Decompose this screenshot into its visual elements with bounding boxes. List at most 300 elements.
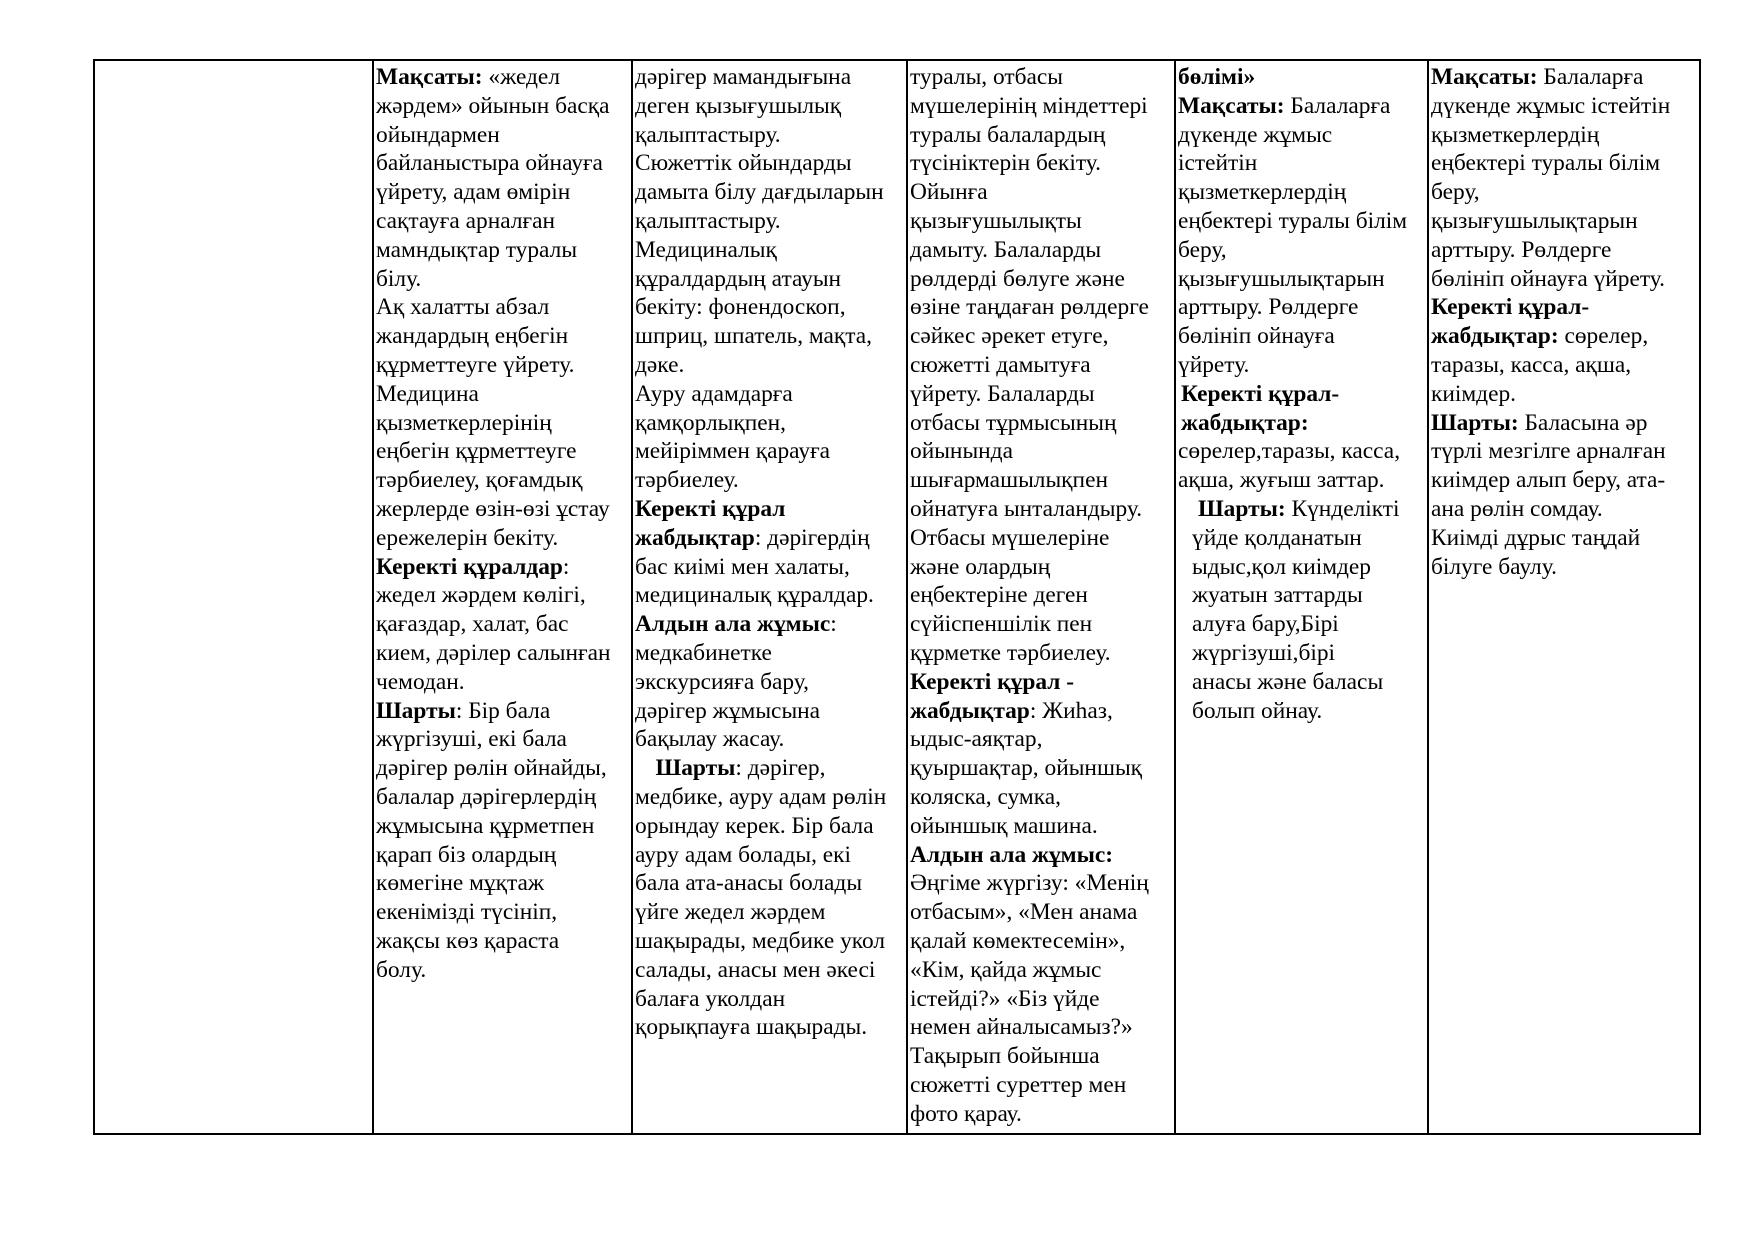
text-line <box>376 581 630 610</box>
text-line <box>635 927 905 956</box>
text-line <box>910 351 1173 380</box>
text-line <box>910 207 1173 236</box>
body-text: болу. <box>376 956 427 983</box>
body-text: қызығушылықты <box>910 207 1082 234</box>
text-line <box>910 236 1173 265</box>
body-text: арттыру. Рөлдерге <box>1178 294 1359 321</box>
text-line <box>635 812 905 841</box>
text-line <box>1431 63 1698 92</box>
text-line <box>910 437 1173 466</box>
text-line <box>1178 553 1426 582</box>
text-line <box>1178 581 1426 610</box>
text-line <box>1431 207 1698 236</box>
bold-heading-text: Шарты: <box>1431 409 1519 436</box>
body-text: үйрету. <box>1178 351 1250 378</box>
body-text: мейіріммен қарауға <box>635 438 831 465</box>
body-text: Ақ халатты абзал <box>376 294 550 321</box>
text-line <box>1431 553 1698 582</box>
bold-heading-text: Мақсаты: <box>376 64 483 90</box>
body-text: сүйіспеншілік пен <box>910 611 1093 638</box>
text-line <box>376 351 630 380</box>
body-text: дамыта білу дағдыларын <box>635 179 884 206</box>
body-text: үйрету. Балаларды <box>910 380 1095 407</box>
body-text: сюжетті дамытуға <box>910 351 1091 378</box>
body-text: кием, дәрілер салынған <box>376 639 611 666</box>
text-line <box>910 92 1173 121</box>
body-text: істейді?» «Біз үйде <box>910 985 1100 1012</box>
body-text: анасы және баласы <box>1192 668 1384 695</box>
text-line <box>1178 322 1426 351</box>
body-text: қызығушылықтарын <box>1178 265 1385 292</box>
body-text: құралдардың атауын <box>635 265 842 292</box>
text-line <box>376 293 630 322</box>
text-line <box>1178 236 1426 265</box>
text-line <box>635 725 905 754</box>
text-line <box>910 1042 1173 1071</box>
text-line <box>376 380 630 409</box>
text-line <box>1178 409 1426 438</box>
body-text: Тақырып бойынша <box>910 1043 1100 1070</box>
body-text: ауру адам болады, екі <box>635 841 852 868</box>
body-text: Отбасы мүшелеріне <box>910 524 1110 551</box>
text-line <box>376 668 630 697</box>
text-line <box>1431 322 1698 351</box>
text-line <box>1431 437 1698 466</box>
text-line <box>635 985 905 1014</box>
body-text: еңбектеріне деген <box>910 582 1088 609</box>
body-text: шығармашылықпен <box>910 467 1108 494</box>
text-line <box>910 985 1173 1014</box>
body-text: қағаздар, халат, бас <box>376 611 569 638</box>
text-line <box>910 380 1173 409</box>
text-line <box>1178 149 1426 178</box>
body-text: бекіту: фонендоскоп, <box>635 294 846 321</box>
text-line <box>910 783 1173 812</box>
body-text: Балаларға <box>1284 92 1391 119</box>
body-text: Сюжеттік ойындарды <box>635 150 852 177</box>
text-line <box>376 63 630 92</box>
body-text: білу. <box>376 265 422 292</box>
text-line <box>1178 466 1426 495</box>
body-text: бөлініп ойнауға үйрету. <box>1431 265 1665 292</box>
bold-heading-text: Алдын ала жұмыс <box>635 611 831 638</box>
body-text: тәрбиелеу, қоғамдық <box>376 467 583 494</box>
table-cell-shop-game <box>1175 60 1428 1134</box>
body-text: болып ойнау. <box>1192 697 1323 724</box>
bold-heading-text: бөлімі» <box>1178 64 1256 90</box>
body-text: байланыстыра ойнауға <box>376 150 603 177</box>
body-text: ережелерін бекіту. <box>376 524 559 551</box>
text-line <box>635 697 905 726</box>
body-text: жуатын заттарды <box>1192 582 1363 609</box>
body-text: құрметке тәрбиелеу. <box>910 639 1111 666</box>
text-line <box>376 553 630 582</box>
body-text: ақша, жуғыш заттар. <box>1178 467 1385 494</box>
text-line <box>1178 178 1426 207</box>
text-line <box>1178 207 1426 236</box>
text-line <box>1431 121 1698 150</box>
table-row <box>94 60 1700 1134</box>
body-text: медбике, ауру адам рөлін <box>635 783 887 810</box>
body-text: туралы, отбасы <box>910 64 1063 90</box>
table-cell-doctor-game <box>632 60 907 1134</box>
text-line <box>1178 293 1426 322</box>
text-line <box>910 1013 1173 1042</box>
text-line <box>910 1071 1173 1100</box>
body-text: ойындармен <box>376 121 500 148</box>
text-line <box>635 409 905 438</box>
body-text: Медицина <box>376 380 479 407</box>
text-line <box>1178 639 1426 668</box>
body-text: қуыршақтар, ойыншық <box>910 755 1143 782</box>
body-text: сөрелер,таразы, касса, <box>1178 438 1401 465</box>
body-text: білуге баулу. <box>1431 553 1557 580</box>
text-line <box>1431 524 1698 553</box>
text-line <box>910 409 1173 438</box>
text-line <box>910 524 1173 553</box>
text-line <box>376 322 630 351</box>
text-line <box>635 207 905 236</box>
text-line <box>910 956 1173 985</box>
body-text: жақсы көз қараста <box>376 927 560 954</box>
text-line <box>1431 149 1698 178</box>
body-text: Күнделікті <box>1285 495 1400 522</box>
body-text: екенімізді түсініп, <box>376 899 558 926</box>
body-text: салады, анасы мен әкесі <box>635 956 876 983</box>
text-line <box>635 265 905 294</box>
body-text: Киімді дұрыс таңдай <box>1431 524 1641 551</box>
bold-heading-text: Керекті құрал- <box>1431 294 1590 321</box>
body-text: : <box>830 611 837 638</box>
body-text: арттыру. Рөлдерге <box>1431 236 1612 263</box>
text-line <box>376 725 630 754</box>
text-line <box>910 812 1173 841</box>
text-line <box>910 581 1173 610</box>
bold-heading-text: Шарты: <box>1198 495 1286 522</box>
text-line <box>1431 293 1698 322</box>
text-line <box>376 92 630 121</box>
text-line <box>910 178 1173 207</box>
body-text: рөлдерді бөлуге және <box>910 265 1125 292</box>
body-text: қалыптастыру. <box>635 207 781 234</box>
body-text: тәрбиелеу. <box>635 467 739 494</box>
bold-heading-text: Керекті құрал <box>635 495 786 522</box>
body-text: бас киімі мен халаты, <box>635 553 850 580</box>
text-line <box>910 265 1173 294</box>
table-cell-clothing-shop-game <box>1428 60 1700 1134</box>
text-line <box>635 351 905 380</box>
body-text: үйге жедел жәрдем <box>635 899 826 926</box>
text-line <box>910 639 1173 668</box>
body-text: жедел жәрдем көлігі, <box>376 582 586 609</box>
body-text: қалыптастыру. <box>635 121 781 148</box>
text-line <box>635 63 905 92</box>
text-line <box>635 236 905 265</box>
body-text: өзіне таңдаған рөлдерге <box>910 294 1149 321</box>
text-line <box>1178 380 1426 409</box>
text-line <box>1178 495 1426 524</box>
body-text: балаға уколдан <box>635 985 786 1012</box>
text-line <box>635 639 905 668</box>
table-cell-ambulance-game <box>373 60 632 1134</box>
text-line <box>635 841 905 870</box>
body-text: қызметкерлердің <box>1178 179 1347 206</box>
text-line <box>376 697 630 726</box>
body-text: алуға бару,Бірі <box>1192 611 1339 638</box>
text-line <box>635 1013 905 1042</box>
text-line <box>1178 265 1426 294</box>
text-line <box>1431 351 1698 380</box>
body-text: жандардың еңбегін <box>376 323 569 350</box>
text-line <box>376 121 630 150</box>
body-text: Баласына әр <box>1518 409 1648 436</box>
text-line <box>1178 351 1426 380</box>
text-line <box>910 121 1173 150</box>
body-text: дүкенде жұмыс істейтін <box>1431 92 1671 119</box>
text-line <box>376 265 630 294</box>
body-text: балалар дәрігерлердің <box>376 783 597 810</box>
body-text: сөрелер, <box>1558 323 1649 350</box>
text-line <box>910 927 1173 956</box>
body-text: көмегіне мұқтаж <box>376 870 544 897</box>
body-text: сюжетті суреттер мен <box>910 1071 1127 1098</box>
text-line <box>376 927 630 956</box>
body-text: ойынында <box>910 438 1013 465</box>
text-line <box>635 668 905 697</box>
body-text: : Жиһаз, <box>1029 697 1113 724</box>
text-line <box>635 380 905 409</box>
body-text: деген қызығушылық <box>635 92 842 119</box>
text-line <box>1431 466 1698 495</box>
body-text: медициналық құралдар. <box>635 582 874 609</box>
text-line <box>376 841 630 870</box>
table-cell-family-game <box>907 60 1175 1134</box>
body-text: құрметтеуге үйрету. <box>376 351 575 378</box>
text-line <box>376 524 630 553</box>
body-text: : Бір бала <box>455 697 551 724</box>
body-text: үйрету, адам өмірін <box>376 179 571 206</box>
bold-heading-text: Шарты <box>376 697 456 724</box>
text-line <box>910 63 1173 92</box>
text-line <box>910 754 1173 783</box>
text-line <box>376 236 630 265</box>
text-line <box>1431 178 1698 207</box>
text-line <box>910 322 1173 351</box>
body-text: және олардың <box>910 553 1051 580</box>
text-line <box>376 869 630 898</box>
text-line <box>376 956 630 985</box>
text-line <box>1178 610 1426 639</box>
bold-heading-text: Керекті құралдар <box>376 553 563 580</box>
body-text: қарап біз олардың <box>376 841 557 868</box>
text-line <box>1431 265 1698 294</box>
body-text: түрлі мезгілге арналған <box>1431 438 1666 465</box>
body-text <box>638 755 656 781</box>
text-line <box>910 495 1173 524</box>
body-text: : дәрігердің <box>754 524 870 551</box>
body-text: Балаларға <box>1537 64 1644 90</box>
text-line <box>635 466 905 495</box>
body-text: дәрігер мамандығына <box>635 64 852 90</box>
body-text: қалай көмектесемін», <box>910 927 1126 954</box>
body-text: бақылау жасау. <box>635 726 785 753</box>
body-text: : <box>562 553 570 580</box>
body-text: қорықпауға шақырады. <box>635 1014 868 1041</box>
bold-heading-text: Керекті құрал- <box>1181 380 1340 407</box>
body-text: «Кім, қайда жұмыс <box>910 956 1102 983</box>
body-text: қызығушылықтарын <box>1431 207 1638 234</box>
bold-heading-text: Мақсаты: <box>1178 92 1285 119</box>
bold-heading-text: Мақсаты: <box>1431 64 1538 90</box>
body-text: түсініктерін бекіту. <box>910 150 1101 177</box>
body-text: медкабинетке <box>635 639 772 666</box>
text-line <box>635 293 905 322</box>
text-line <box>376 610 630 639</box>
text-line <box>910 1100 1173 1129</box>
text-line <box>376 898 630 927</box>
bold-heading-text: Шарты <box>655 755 736 782</box>
body-text: бала ата-анасы болады <box>635 870 863 897</box>
text-line <box>376 812 630 841</box>
body-text: дәрігер рөлін ойнайды, <box>376 755 607 782</box>
bold-heading-text: жабдықтар: <box>1431 323 1559 350</box>
body-text: коляска, сумка, <box>910 783 1061 810</box>
bold-heading-text: жабдықтар: <box>1181 409 1309 436</box>
text-line <box>376 495 630 524</box>
text-line <box>635 495 905 524</box>
body-text: беру, <box>1431 179 1480 206</box>
text-line <box>635 322 905 351</box>
text-line <box>910 149 1173 178</box>
body-text: «жедел <box>482 64 560 90</box>
body-text: беру, <box>1178 236 1227 263</box>
text-line <box>1431 409 1698 438</box>
text-line <box>910 841 1173 870</box>
body-text: істейтін <box>1178 150 1258 177</box>
text-line <box>1178 697 1426 726</box>
text-line <box>376 783 630 812</box>
body-text: киімдер. <box>1431 380 1517 407</box>
body-text: экскурсияға бару, <box>635 668 809 695</box>
body-text: үйде қолданатын <box>1192 524 1362 551</box>
body-text: жерлерде өзін-өзі ұстау <box>376 495 610 522</box>
text-line <box>635 92 905 121</box>
text-line <box>376 639 630 668</box>
body-text: туралы балалардың <box>910 121 1106 148</box>
body-text: немен айналысамыз?» <box>910 1014 1133 1041</box>
body-text: сақтауға арналған <box>376 207 555 234</box>
body-text: Медициналық <box>635 236 777 263</box>
text-line <box>1178 92 1426 121</box>
body-text: сәйкес әрекет етуге, <box>910 323 1109 350</box>
body-text: Ауру адамдарға <box>635 380 793 407</box>
text-line <box>376 437 630 466</box>
text-line <box>635 121 905 150</box>
bold-heading-text: жабдықтар <box>635 524 755 551</box>
text-line <box>1178 63 1426 92</box>
bold-heading-text: Керекті құрал - <box>910 668 1074 695</box>
body-text: : дәрігер, <box>735 755 826 782</box>
text-line <box>635 553 905 582</box>
body-text: мүшелерінің міндеттері <box>910 92 1148 119</box>
text-line <box>1178 121 1426 150</box>
text-line <box>635 898 905 927</box>
text-line <box>910 610 1173 639</box>
body-text: қызметкерлерінің <box>376 409 552 436</box>
body-text: киімдер алып беру, ата- <box>1431 467 1666 494</box>
text-line <box>910 898 1173 927</box>
text-line <box>635 149 905 178</box>
text-line <box>376 754 630 783</box>
text-line <box>1431 92 1698 121</box>
body-text: Әңгіме жүргізу: «Менің <box>910 870 1149 897</box>
body-text: еңбектері туралы білім <box>1178 207 1408 234</box>
text-line <box>910 869 1173 898</box>
body-text: отбасым», «Мен анама <box>910 899 1138 926</box>
text-line <box>910 725 1173 754</box>
text-line <box>635 581 905 610</box>
body-text: Ойынға <box>910 179 988 206</box>
text-line <box>376 178 630 207</box>
body-text: ойыншық машина. <box>910 812 1098 839</box>
text-line <box>635 783 905 812</box>
table-cell-empty <box>94 60 373 1134</box>
body-text: дүкенде жұмыс <box>1178 121 1333 148</box>
body-text: еңбектері туралы білім <box>1431 150 1661 177</box>
body-text: ыдыс-аяқтар, <box>910 726 1043 753</box>
body-text: ыдыс,қол киімдер <box>1192 553 1371 580</box>
body-text: дамыту. Балаларды <box>910 236 1102 263</box>
bold-heading-text: Алдын ала жұмыс: <box>910 841 1114 868</box>
text-line <box>1431 380 1698 409</box>
text-line <box>635 869 905 898</box>
body-text: жүргізуші, екі бала <box>376 726 567 753</box>
text-line <box>635 437 905 466</box>
body-text: жәрдем» ойынын басқа <box>376 92 610 119</box>
text-line <box>1178 524 1426 553</box>
text-line <box>376 466 630 495</box>
text-line <box>635 524 905 553</box>
body-text: қамқорлықпен, <box>635 409 787 436</box>
content-table <box>93 59 1701 1135</box>
bold-heading-text: жабдықтар <box>910 697 1030 724</box>
body-text: ана рөлін сомдау. <box>1431 495 1603 522</box>
text-line <box>635 610 905 639</box>
text-line <box>910 697 1173 726</box>
body-text: чемодан. <box>376 668 465 695</box>
text-line <box>910 668 1173 697</box>
body-text: дәке. <box>635 351 685 378</box>
text-line <box>635 178 905 207</box>
text-line <box>1431 495 1698 524</box>
body-text: шақырады, медбике укол <box>635 927 885 954</box>
body-text: дәрігер жұмысына <box>635 697 821 724</box>
text-line <box>376 149 630 178</box>
body-text: шприц, шпатель, мақта, <box>635 323 873 350</box>
text-line <box>1178 437 1426 466</box>
body-text: отбасы тұрмысының <box>910 409 1117 436</box>
body-text: таразы, касса, ақша, <box>1431 351 1632 378</box>
text-line <box>635 956 905 985</box>
text-line <box>1178 668 1426 697</box>
body-text: орындау керек. Бір бала <box>635 812 874 839</box>
text-line <box>376 409 630 438</box>
text-line <box>1431 236 1698 265</box>
body-text: қызметкерлердің <box>1431 121 1600 148</box>
body-text: еңбегін құрметтеуге <box>376 438 577 465</box>
text-line <box>376 207 630 236</box>
body-text: ойнатуға ынталандыру. <box>910 495 1143 522</box>
